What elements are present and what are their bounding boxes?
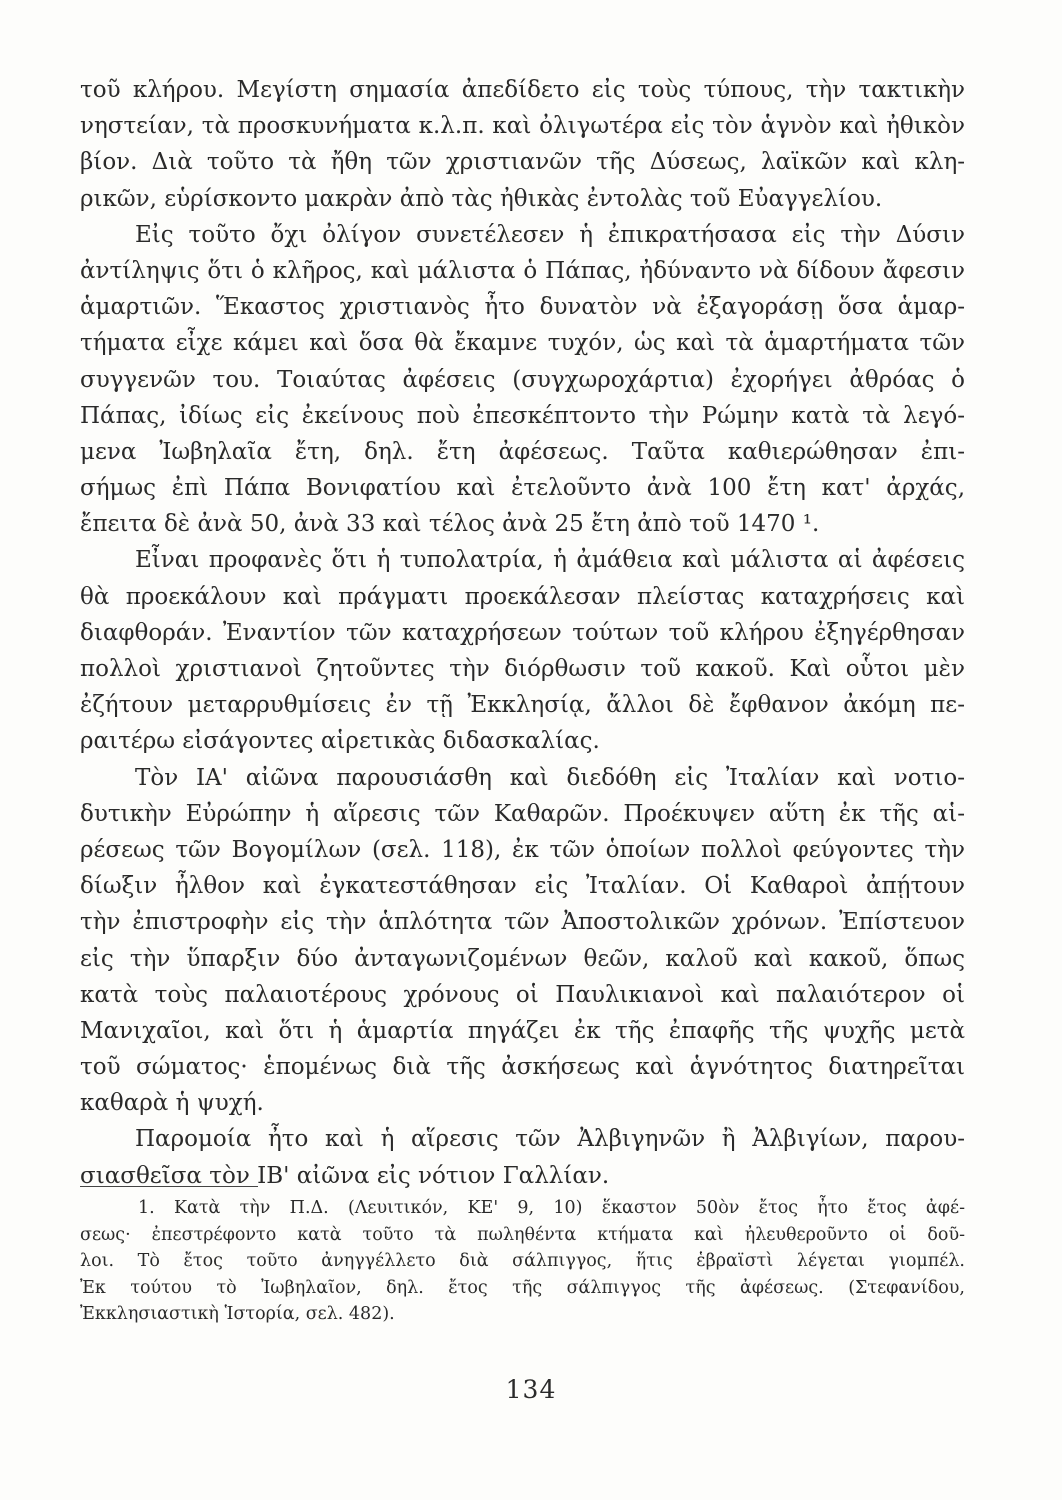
- footnote-line: λοι. Τὸ ἔτος τοῦτο ἀνηγγέλλετο διὰ σάλπιγγος, ἥτις ἑβραϊστὶ λέγεται γιομπέλ.: [80, 1251, 965, 1271]
- text-line: τὴν ἐπιστροφὴν εἰς τὴν ἁπλότητα τῶν Ἀποστολικῶν χρόνων. Ἐπίστευον: [80, 909, 965, 936]
- main-text: [80, 72, 965, 1194]
- text-line: εἰς τὴν ὕπαρξιν δύο ἀνταγωνιζομένων θεῶν, καλοῦ καὶ κακοῦ, ὅπως: [80, 945, 965, 972]
- text-line: συγγενῶν του. Τοιαύτας ἀφέσεις (συγχωροχάρτια) ἐχορήγει ἀθρόας ὁ: [80, 366, 965, 393]
- text-line: πολλοὶ χριστιανοὶ ζητοῦντες τὴν διόρθωσιν τοῦ κακοῦ. Καὶ οὗτοι μὲν: [80, 656, 965, 682]
- text-line: ρέσεως τῶν Βογομίλων (σελ. 118), ἐκ τῶν ὁποίων πολλοὶ φεύγοντες τὴν: [80, 836, 965, 863]
- text-line: Παρομοία ἦτο καὶ ἡ αἵρεσις τῶν Ἀλβιγηνῶν ἢ Ἀλβιγίων, παρου-: [135, 1126, 965, 1153]
- text-line: σιασθεῖσα τὸν ΙΒ' αἰῶνα εἰς νότιον Γαλλίαν.: [80, 1162, 610, 1189]
- text-line: τοῦ σώματος· ἑπομένως διὰ τῆς ἀσκήσεως καὶ ἁγνότητος διατηρεῖται: [80, 1054, 965, 1081]
- text-line: βίον. Διὰ τοῦτο τὰ ἤθη τῶν χριστιανῶν τῆς Δύσεως, λαϊκῶν καὶ κλη-: [80, 149, 965, 176]
- text-line: σήμως ἐπὶ Πάπα Βονιφατίου καὶ ἐτελοῦντο ἀνὰ 100 ἔτη κατ' ἀρχάς,: [80, 475, 965, 502]
- footnote-divider: [80, 1186, 258, 1187]
- text-line: ρικῶν, εὑρίσκοντο μακρὰν ἀπὸ τὰς ἠθικὰς ἐντολὰς τοῦ Εὐαγγελίου.: [80, 185, 883, 212]
- text-line: Εἶναι προφανὲς ὅτι ἡ τυπολατρία, ἡ ἀμάθεια καὶ μάλιστα αἱ ἀφέσεις: [135, 547, 965, 574]
- text-line: δίωξιν ἦλθον καὶ ἐγκατεστάθησαν εἰς Ἰταλίαν. Οἱ Καθαροὶ ἀπῄτουν: [80, 873, 965, 900]
- text-line: διαφθοράν. Ἐναντίον τῶν καταχρήσεων τούτων τοῦ κλήρου ἐξηγέρθησαν: [80, 619, 965, 646]
- footnote-line: σεως· ἐπεστρέφοντο κατὰ τοῦτο τὰ πωληθέντα κτήματα καὶ ἠλευθεροῦντο οἱ δοῦ-: [80, 1224, 965, 1245]
- text-line: Εἰς τοῦτο ὄχι ὀλίγον συνετέλεσεν ἡ ἐπικρατήσασα εἰς τὴν Δύσιν: [135, 221, 965, 248]
- text-line: θὰ προεκάλουν καὶ πράγματι προεκάλεσαν πλείστας καταχρήσεις καὶ: [80, 583, 965, 610]
- text-line: μενα Ἰωβηλαῖα ἔτη, δηλ. ἔτη ἀφέσεως. Ταῦτα καθιερώθησαν ἐπι-: [80, 438, 965, 465]
- text-line: Τὸν ΙΑ' αἰῶνα παρουσιάσθη καὶ διεδόθη εἰς Ἰταλίαν καὶ νοτιο-: [135, 764, 965, 791]
- text-line: κατὰ τοὺς παλαιοτέρους χρόνους οἱ Παυλικιανοὶ καὶ παλαιότερον οἱ: [80, 981, 965, 1008]
- text-line: ραιτέρω εἰσάγοντες αἱρετικὰς διδασκαλίας.: [80, 728, 600, 755]
- footnote-line: Ἐκκλησιαστικὴ Ἱστορία, σελ. 482).: [80, 1304, 395, 1324]
- text-line: ἀντίληψις ὅτι ὁ κλῆρος, καὶ μάλιστα ὁ Πάπας, ἠδύναντο νὰ δίδουν ἄφεσιν: [80, 257, 965, 284]
- text-line: Μανιχαῖοι, καὶ ὅτι ἡ ἁμαρτία πηγάζει ἐκ τῆς ἐπαφῆς τῆς ψυχῆς μετὰ: [80, 1017, 965, 1044]
- text-line: ἁμαρτιῶν. Ἕκαστος χριστιανὸς ἦτο δυνατὸν νὰ ἐξαγοράσῃ ὅσα ἁμαρ-: [80, 294, 965, 321]
- footnotes: [80, 1195, 965, 1328]
- text-line: Πάπας, ἰδίως εἰς ἐκείνους ποὺ ἐπεσκέπτοντο τὴν Ρώμην κατὰ τὰ λεγό-: [80, 402, 965, 429]
- text-line: ἐζήτουν μεταρρυθμίσεις ἐν τῇ Ἐκκλησίᾳ, ἄλλοι δὲ ἔφθανον ἀκόμη πε-: [80, 692, 965, 719]
- text-line: δυτικὴν Εὐρώπην ἡ αἵρεσις τῶν Καθαρῶν. Προέκυψεν αὕτη ἐκ τῆς αἱ-: [80, 800, 965, 827]
- footnote-line: 1. Κατὰ τὴν Π.Δ. (Λευιτικόν, ΚΕ' 9, 10) ἕκαστον 50ὸν ἔτος ἦτο ἔτος ἀφέ-: [138, 1198, 965, 1218]
- footnote-line: Ἐκ τούτου τὸ Ἰωβηλαῖον, δηλ. ἔτος τῆς σάλπιγγος τῆς ἀφέσεως. (Στεφανίδου,: [80, 1277, 965, 1298]
- text-line: τοῦ κλήρου. Μεγίστη σημασία ἀπεδίδετο εἰς τοὺς τύπους, τὴν τακτικὴν: [80, 77, 965, 103]
- text-line: καθαρὰ ἡ ψυχή.: [80, 1090, 264, 1117]
- text-line: τήματα εἶχε κάμει καὶ ὅσα θὰ ἔκαμνε τυχόν, ὡς καὶ τὰ ἁμαρτήματα τῶν: [80, 330, 965, 357]
- text-line: ἔπειτα δὲ ἀνὰ 50, ἀνὰ 33 καὶ τέλος ἀνὰ 25 ἔτη ἀπὸ τοῦ 1470 ¹.: [80, 511, 820, 538]
- text-line: νηστείαν, τὰ προσκυνήματα κ.λ.π. καὶ ὀλιγωτέρα εἰς τὸν ἁγνὸν καὶ ἠθικὸν: [80, 113, 965, 140]
- page-number: 134: [505, 1375, 557, 1404]
